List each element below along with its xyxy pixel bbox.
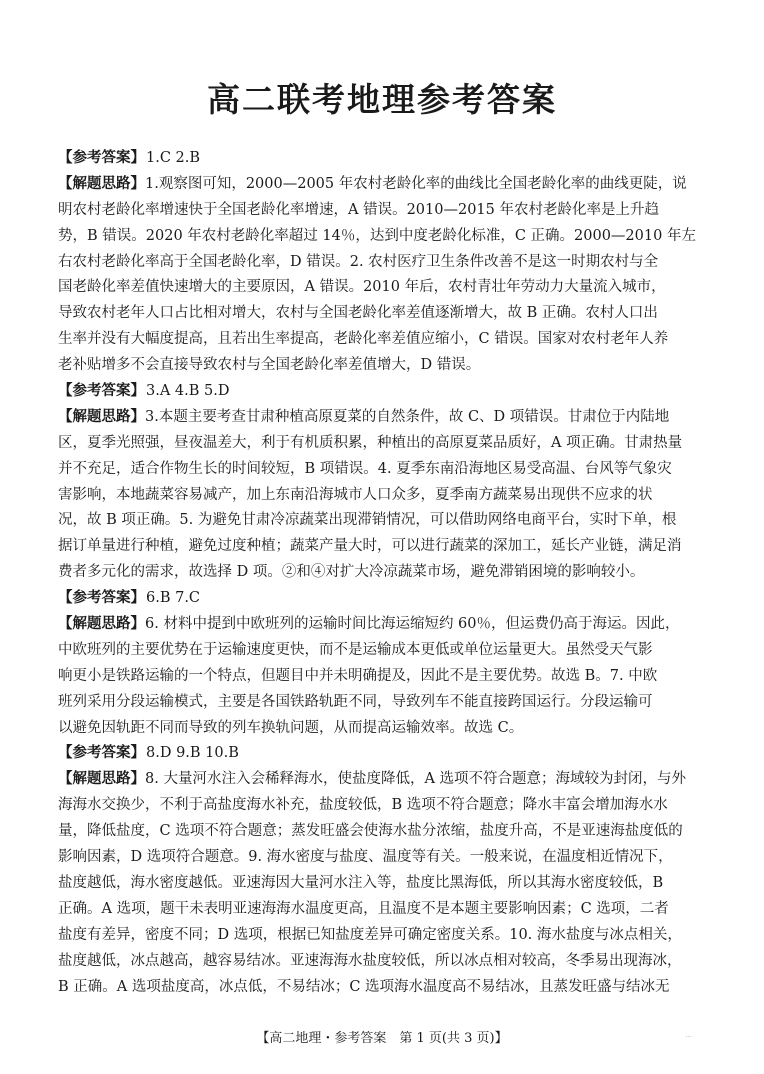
explanation-line [58, 716, 714, 742]
explanation-text: 量，降低盐度，C 选项不符合题意；蒸发旺盛会使海水盐分浓缩，盐度升高，不是亚速海盐度低的 [58, 823, 683, 840]
explanation-text: 右农村老龄化率高于全国老龄化率，D 错误。2. 农村医疗卫生条件改善不是这一时期农村与全 [58, 253, 659, 270]
explanation-text: 区，夏季光照强，昼夜温差大，利于有机质积累，种植出的高原夏菜品质好，A 项正确。甘肃热量 [58, 434, 683, 451]
explanation-text: 影响因素，D 选项符合题意。9. 海水密度与盐度、温度等有关。一般来说，在温度相近情况下， [58, 849, 673, 866]
explanation-line [58, 431, 714, 457]
answer-key-values: 6.B 7.C [146, 590, 201, 607]
explanation-line [58, 250, 714, 276]
explanation-line [58, 405, 714, 431]
explanation-text: 响更小是铁路运输的一个特点，但题目中并未明确提及，因此不是主要优势。故选 B。7. 中欧 [58, 667, 658, 684]
explanation-line [58, 508, 714, 534]
scan-mark: ··· [685, 1033, 692, 1041]
section-label: 【解题思路】 [58, 771, 145, 788]
explanation-line [58, 767, 714, 793]
explanation-text: 8. 大量河水注入会稀释海水，使盐度降低，A 选项不符合题意；海域较为封闭，与外 [145, 771, 687, 788]
explanation-line [58, 172, 714, 198]
explanation-line [58, 949, 714, 975]
explanation-line [58, 638, 714, 664]
explanation-text: 生率并没有大幅度提高，且若出生率提高，老龄化率差值应缩小，C 错误。国家对农村老年人养 [58, 331, 669, 348]
section-label: 【解题思路】 [58, 408, 145, 425]
explanation-line [58, 975, 714, 1001]
explanation-line [58, 327, 714, 353]
section-label: 【解题思路】 [58, 175, 145, 192]
explanation-text: 中欧班列的主要优势在于运输速度更快，而不是运输成本更低或单位运量更大。虽然受天气影 [58, 641, 653, 658]
answer-key-values: 1.C 2.B [146, 150, 201, 166]
answer-key-values: 8.D 9.B 10.B [146, 745, 239, 762]
section-label: 【参考答案】 [58, 383, 145, 400]
explanation-text: 导致农村老年人口占比相对增大，农村与全国老龄化率差值逐渐增大，故 B 正确。农村人口出 [58, 305, 658, 322]
explanation-line [58, 301, 714, 327]
explanation-line [58, 819, 714, 845]
explanation-line [58, 275, 714, 301]
explanation-text: 1.观察图可知，2000—2005 年农村老龄化率的曲线比全国老龄化率的曲线更陡，说 [145, 175, 687, 192]
explanation-text: 盐度越低，海水密度越低。亚速海因大量河水注入等，盐度比黑海低，所以其海水密度较低，B [58, 874, 664, 891]
explanation-text: 据订单量进行种植，避免过度种植；蔬菜产量大时，可以进行蔬菜的深加工，延长产业链，满足消 [58, 538, 682, 555]
explanation-text: 3.本题主要考查甘肃种植高原夏菜的自然条件，故 C、D 项错误。甘肃位于内陆地 [145, 408, 670, 425]
explanation-text: 正确。A 选项，题干未表明亚速海海水温度更高，且温度不是本题主要影响因素；C 选项，二者 [58, 900, 669, 917]
explanation-line [58, 198, 714, 224]
answer-content [58, 146, 714, 1000]
explanation-line [58, 534, 714, 560]
explanation-text: 盐度有差异，密度不同；D 选项，根据已知盐度差异可确定密度关系。10. 海水盐度与冰点相关， [58, 926, 682, 943]
page-footer: 【高二地理・参考答案 第 1 页(共 3 页)】 [256, 1031, 508, 1046]
explanation-text: 以避免因轨距不同而导致的列车换轨问题，从而提高运输效率。故选 C。 [58, 719, 524, 736]
explanation-line [58, 923, 714, 949]
section-label: 【参考答案】 [58, 745, 145, 762]
explanation-text: 况，故 B 项正确。5. 为避免甘肃冷凉蔬菜出现滞销情况，可以借助网络电商平台，实时下单，根 [58, 512, 677, 529]
explanation-text: B 正确。A 选项盐度高，冰点低，不易结冰；C 选项海水温度高不易结冰，且蒸发旺盛与结冰无 [58, 978, 670, 995]
explanation-text: 费者多元化的需求，故选择 D 项。②和④对扩大冷凉蔬菜市场，避免滞销困境的影响较小。 [58, 564, 645, 581]
explanation-line [58, 457, 714, 483]
explanation-line [58, 483, 714, 509]
explanation-text: 国老龄化率差值快速增大的主要原因，A 错误。2010 年后，农村青壮年劳动力大量流入城市， [58, 279, 666, 296]
explanation-line [58, 664, 714, 690]
explanation-line [58, 897, 714, 923]
explanation-text: 害影响，本地蔬菜容易减产，加上东南沿海城市人口众多，夏季南方蔬菜易出现供不应求的状 [58, 486, 653, 503]
explanation-text: 明农村老龄化率增速快于全国老龄化率增速，A 错误。2010—2015 年农村老龄化率是上升趋 [58, 201, 659, 218]
answer-key-line [58, 586, 714, 612]
answer-key-line [58, 146, 714, 172]
section-label: 【参考答案】 [58, 150, 145, 166]
explanation-line [58, 612, 714, 638]
explanation-line [58, 793, 714, 819]
explanation-line [58, 224, 714, 250]
explanation-text: 并不充足，适合作物生长的时间较短，B 项错误。4. 夏季东南沿海地区易受高温、台风等气象灾 [58, 460, 672, 477]
explanation-line [58, 690, 714, 716]
explanation-line [58, 871, 714, 897]
explanation-text: 班列采用分段运输模式，主要是各国铁路轨距不同，导致列车不能直接跨国运行。分段运输可 [58, 693, 653, 710]
explanation-text: 6. 材料中提到中欧班列的运输时间比海运缩短约 60％，但运费仍高于海运。因此， [145, 616, 680, 633]
explanation-line [58, 353, 714, 379]
answer-key-line [58, 379, 714, 405]
explanation-line [58, 845, 714, 871]
explanation-line [58, 560, 714, 586]
answer-key-line [58, 741, 714, 767]
explanation-text: 势，B 错误。2020 年农村老龄化率超过 14％，达到中度老龄化标准，C 正确。2000—2010 年左 [58, 227, 696, 244]
page-title: 高二联考地理参考答案 [207, 80, 557, 119]
explanation-text: 海海水交换少，不利于高盐度海水补充，盐度较低，B 选项不符合题意；降水丰富会增加海水水 [58, 797, 668, 814]
explanation-text: 老补贴增多不会直接导致农村与全国老龄化率差值增大，D 错误。 [58, 357, 481, 374]
explanation-text: 盐度越低，冰点越高，越容易结冰。亚速海海水盐度较低，所以冰点相对较高，冬季易出现海冰， [58, 952, 682, 969]
answer-key-values: 3.A 4.B 5.D [146, 383, 230, 400]
section-label: 【参考答案】 [58, 590, 145, 607]
section-label: 【解题思路】 [58, 616, 145, 633]
